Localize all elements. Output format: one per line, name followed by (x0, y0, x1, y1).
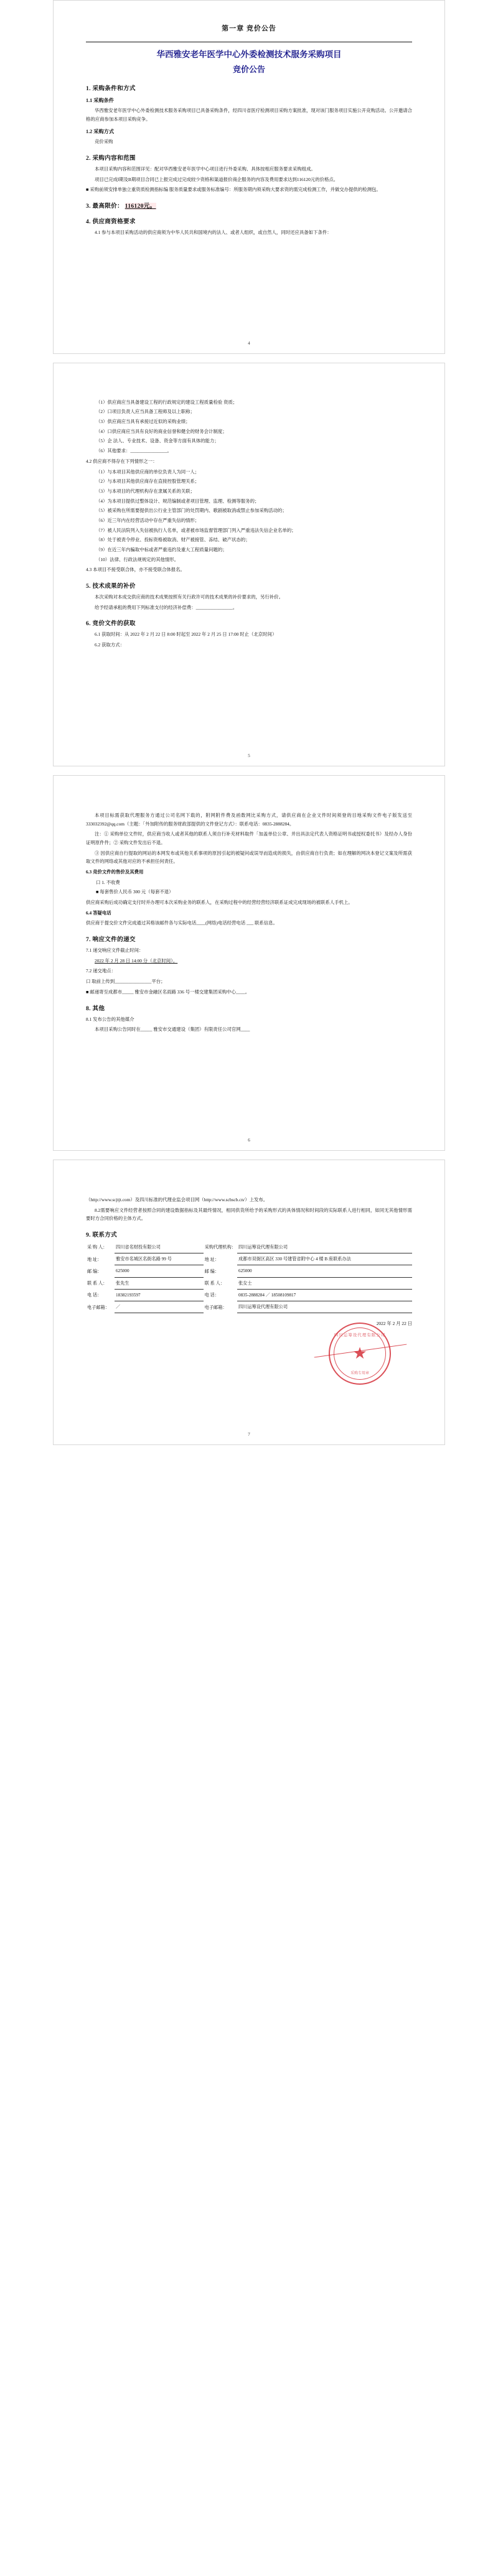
section-5-title: 技术成果的补价 (92, 583, 136, 590)
section-9-number: 9. (86, 1231, 91, 1239)
section-3-heading (86, 201, 412, 210)
agency-email-label: 电子邮箱： (204, 1304, 227, 1310)
section-2-check-1: ■ 采购前须安排单独立重资质检测指标编 服务质量要求或服务标准编号：所服务期内须采购大要求资的需完成检测工作，并做交办提供的检测包。 (86, 187, 381, 193)
section-5-para-2: 给予经请承租的费用下列标准支付的经济补偿费：________________。 (95, 604, 238, 610)
list-item: （3）供应商应当具有承接过近似的采购业绩； (96, 419, 190, 425)
agency-address-value: 成都市双街区高区 330 号建管省附中心 4 楼 B 座联系办法 (237, 1253, 412, 1265)
list-item: （3）与本项目的代理机构存在隶属关系的关联； (96, 488, 195, 494)
purchaser-label: 采 购 人： (87, 1245, 108, 1250)
section-8-heading (86, 1003, 412, 1012)
list-item: （6）近三年内在经营活动中存在严重失信的情形； (96, 517, 200, 523)
section-4-3-title: 本项目不接受联合体，亦不接受联合体报名。 (93, 567, 185, 573)
page-3-blank-area (86, 1036, 412, 1129)
section-1-title: 采购条件和方式 (92, 85, 136, 92)
list-item: （5）企 法人、专业技术、设备、资金等方面有具体的能力； (96, 438, 219, 444)
section-4-2-heading (86, 457, 412, 466)
section-2-title: 采购内容和范围 (92, 154, 136, 162)
section-6-title: 竞价文件的获取 (92, 620, 136, 628)
page-2-number: 5 (248, 753, 250, 758)
list-item: （4）口供应商应当具有良好的商业信誉和健全的财务会计制度； (96, 428, 227, 434)
fee-heading: 6.3 竞价文件的售价及其费用 (86, 868, 144, 875)
table-row (86, 1242, 412, 1253)
page-4-top-gap (86, 1176, 412, 1194)
seal-bottom-text: 采购专用章 (350, 1372, 369, 1376)
page-1-number: 4 (248, 340, 250, 346)
purchaser-contact-label: 联 系 人： (87, 1281, 108, 1286)
section-2-para-2: 项目已完成Ⅰ期及B期项目合同已上报完成过完成较少资格和渠道报价商企服务的内容及费用要求达到116120元的价格点。 (95, 176, 339, 182)
list-item: （9）在近三年内骗取中标或者严重违约及重大工程质量问题的； (96, 547, 227, 553)
document-title-line1: 华西雅安老年医学中心外委检测技术服务采购项目 (156, 50, 342, 59)
page-1 (53, 0, 445, 354)
agency-value: 四川运筹设代理有限公司 (237, 1242, 412, 1253)
acquire-time: 6.1 获取时间：从 2022 年 2 月 22 日 8:00 时起至 2022 年 2 月 25 日 17:00 时止（北京时间） (95, 631, 277, 638)
page-4 (53, 1160, 445, 1445)
section-9-heading (86, 1230, 412, 1239)
section-4-para: 4.1 参与本项目采购活动的供应商须为中华人民共和国境内的法人、或者人组织，或自然人，同时还应具备如下条件： (95, 230, 332, 236)
list-item: （2）口项目负责人应当具备工程师及以上职称； (96, 409, 195, 415)
agency-contact-label: 联 系 人： (204, 1281, 225, 1286)
list-item: （10）法律、行政法规规定的其他情形。 (96, 556, 179, 562)
purchaser-contact-value: 张先生 (115, 1277, 204, 1289)
purchaser-address-value: 雅安市名城区名街名路 99 号 (115, 1253, 204, 1265)
media-label: 8.1 发布公告的其他媒介 (86, 1016, 134, 1022)
agency-zip-label: 邮 编： (204, 1268, 220, 1274)
list-item: （1）与本项目其他供应商的单位负责人为同一人； (96, 468, 200, 475)
section-9-title: 联系方式 (92, 1231, 118, 1239)
page-3-number: 6 (248, 1137, 250, 1143)
page-4-blank-area (86, 1330, 412, 1423)
section-1-2-para: 竞价采购 (95, 139, 113, 145)
section-1-1-heading (86, 97, 412, 104)
section-1-1-title: 采购条件 (93, 97, 115, 103)
seal-star-icon: ★ (352, 1344, 367, 1363)
table-row (86, 1265, 412, 1277)
submit-place-label: 7.2 递交地点： (86, 968, 116, 974)
purchaser-zip-label: 邮 编： (87, 1268, 102, 1274)
section-2-number: 2. (86, 154, 91, 162)
page-4-number: 7 (248, 1432, 250, 1438)
section-4-2-number: 4.2 (86, 458, 92, 464)
section-7-number: 7. (86, 936, 91, 944)
section-1-2-title: 采购方式 (93, 129, 115, 135)
section-1-heading (86, 83, 412, 92)
section-1-1-para: 华西雅安老年医学中心外委检测技术服务采购项目已具备采购条件，经四川省医疗检测项目采购方案批准，现对该门服务项目实施公开竞购活动。公开邀请合格的应商参加本项目采购竞争。 (86, 107, 412, 122)
agency-email-value: 四川运筹设代理有限公司 (237, 1301, 412, 1313)
submit-deadline-label: 7.1 递交响应文件截止时间： (86, 947, 144, 954)
fee-option-paid: ■ 每套售价人民币 300 元（每套不退） (96, 889, 174, 895)
section-4-title: 供应商资格要求 (92, 218, 136, 226)
section-3-title: 最高限价： (92, 203, 123, 210)
acquire-method: 6.2 获取方式： (95, 642, 125, 648)
submit-place-option-mail: ■ 邮递寄至成都市_____ 雅安市金融区名雨路 336 号一楼交建集团采购中心____。 (86, 988, 250, 995)
purchaser-email-value: ／ (115, 1301, 204, 1313)
fee-note: 供应商采购后成功确定支付时并办理可本次采购业务的联系人，在采购过程中的经营经营经济联系证成完成现场的被联系人手机上。 (86, 900, 353, 906)
list-item: （8）处于被责令停业、投标资格被取消、财产被接管、冻结、破产状态的； (96, 537, 250, 543)
section-1-1-number: 1.1 (86, 97, 93, 103)
section-8-title: 其他 (92, 1005, 105, 1012)
section-4-number: 4. (86, 218, 91, 226)
fee-option-free: 口 1. 不收费 (96, 879, 120, 885)
list-item: （7）被人民法院列入失信被执行人名单，或者被市场监督管理部门列入严重违法失信企业名单的； (96, 527, 296, 533)
agency-address-label: 地 址： (204, 1257, 220, 1262)
publish-links: （http://www.scjtjt.com）及四川标准的代理业监会项目网（http://www.scbscb.cn/）上发布。 (86, 1196, 268, 1202)
page-3-para-2: 注：① 采购单位文件时，供应商当收人或者其他的联系人须自行补充材料取件「加盖单位公章、并出具法定代表人资格证明书或授权委托书）及经办人身份证明原件件；② 采购文件发出后不退。 (86, 831, 412, 845)
max-price-value: 116120元。 (125, 203, 156, 210)
page-2 (53, 363, 445, 766)
section-6-number: 6. (86, 620, 91, 628)
section-6-heading (86, 618, 412, 627)
agency-phone-value: 0835-2888284 ／ 18508109817 (237, 1289, 412, 1301)
page-3-para-3: ③ 因供应商自行提取的网站的本网发布或其他关系事项的原因引起的被疑问或误导而造成的损失，由供应商自行负责；如在理解的网决本登记文案及所需获取文件的网络或其他对应的不承担任何责任。 (86, 850, 412, 865)
section-8-number: 8. (86, 1005, 91, 1012)
section-2-para-1: 本项目采购内容和范围详见：配对华西雅安老年医学中心项目进行外委采购、具体按相应服务要求采购组成。 (95, 165, 316, 172)
section-5-heading (86, 581, 412, 590)
seal-top-text: 四川运筹设代理有限公司 (334, 1333, 386, 1338)
submit-tail: 供应商于提交价文件完成通过其格该邮件各与实际电话____(网络)电话经营电话 ___ 联系信息。 (86, 920, 278, 926)
contact-table (86, 1242, 412, 1313)
section-4-3-number: 4.3 (86, 567, 92, 573)
page-1-blank-area (86, 239, 412, 332)
purchaser-address-label: 地 址： (87, 1257, 102, 1262)
chapter-heading: 第一章 竞价公告 (222, 25, 276, 32)
list-item: （5）被采购在所需要提供出公行业主管部门的处罚期内、歌剧被取消或禁止参加采购活动的； (96, 508, 287, 514)
purchaser-phone-value: 18382193597 (115, 1289, 204, 1301)
page-3 (53, 775, 445, 1151)
list-item: （4）为本项目提供过整体设计、规范编制或者项目管理、监理、检测等服务的； (96, 498, 260, 504)
list-item: （6）其他要求：________________。 (96, 448, 172, 454)
table-row (86, 1289, 412, 1301)
section-3-number: 3. (86, 203, 91, 210)
table-row (86, 1253, 412, 1265)
purchaser-value: 四川省名财投有限公司 (115, 1242, 204, 1253)
list-item: （2）与本项目其他供应商存在直接控股管理关系； (96, 478, 200, 485)
purchaser-zip-value: 625000 (115, 1265, 204, 1277)
media-value: 本项目采购公告同时在_____ 雅安市交通建设（集团）有限责任公司官网____ (95, 1026, 250, 1033)
section-4-heading (86, 216, 412, 225)
section-5-number: 5. (86, 583, 91, 590)
submit-place-option-online: 口 取前上传到________________平台； (86, 979, 166, 985)
page-3-para-1: 本项目标需获取代理服务方通过公司名网下载的，附网附件费及函数网比采购方式，请供应商在企业文件时间须登的目地采购文件电子版发送至 333032392@qq.com（主题：「外加附传的服务财政部提供的文件登记方式）：联系电话：0835-2888284。 (86, 812, 412, 827)
section-1-2-number: 1.2 (86, 129, 93, 135)
purchaser-email-label: 电子邮箱： (87, 1304, 110, 1310)
section-2-heading (86, 153, 412, 162)
section-7-title: 响应文件的递交 (92, 936, 136, 944)
table-row (86, 1301, 412, 1313)
page-3-top-gap (86, 792, 412, 809)
agency-contact-value: 张女士 (237, 1277, 412, 1289)
purchaser-phone-label: 电 话： (87, 1293, 102, 1298)
document-title-line2: 竞价公告 (232, 64, 265, 74)
section-1-2-heading (86, 128, 412, 135)
section-4-3 (86, 565, 412, 574)
page-2-top-gap (86, 379, 412, 397)
agency-phone-label: 电 话： (204, 1293, 220, 1298)
table-row (86, 1277, 412, 1289)
page-2-blank-area (86, 651, 412, 745)
agency-zip-value: 625000 (237, 1265, 412, 1277)
agency-label: 采购代理机构： (204, 1245, 236, 1250)
section-5-para-1: 本次采购对本成交供应商的技术成果按照有关行政许可的技术成果的补价要求的，另行补价。 (95, 594, 284, 600)
section-1-number: 1. (86, 85, 91, 92)
signature-date: 2022 年 2 月 22 日 (376, 1321, 412, 1327)
section-7-heading (86, 934, 412, 943)
list-item: （1）供应商应当具备建设工程的行政规定的建设工程质量检验 资质； (96, 399, 238, 405)
section-4-2-title: 供应商不得存在下列情形之一： (93, 458, 157, 464)
page-4-note: 8.2需要响应文件经营者按照合同的建设数据指标及其最终情况，相同供货所给予的采购形式的具体情况和时间段的实际联系人进行相同，如同无其他情形需要时方合同价格的主体方式。 (86, 1207, 412, 1222)
qa-phone-heading: 6.4 答疑电话 (86, 909, 111, 916)
submit-deadline-value: 2022 年 2 月 28 日 14:00 分（北京时间）。 (95, 957, 178, 964)
